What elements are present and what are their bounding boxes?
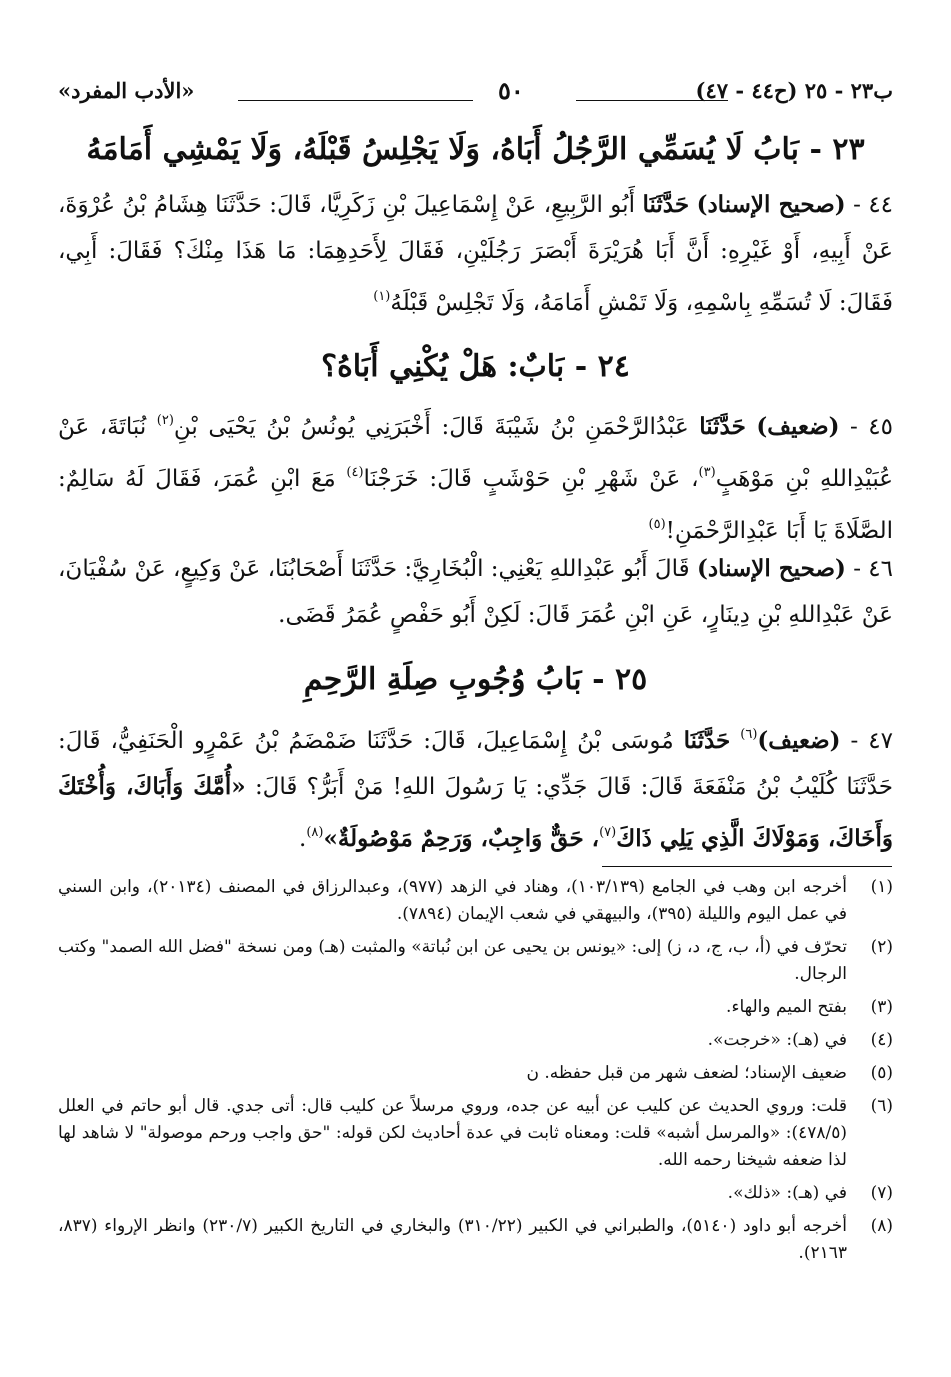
footnote-6 bbox=[58, 1093, 893, 1174]
hadith-45 bbox=[58, 398, 893, 554]
footnote-text: أخرجه ابن وهب في الجامع (١٠٣/١٣٩)، وهناد في الزهد (٩٧٧)، وعبدالرزاق في المصنف (٢٠١٣٤)، وابن السني في عمل اليوم والليلة (٣٩٥)، والبيهقي في شعب الإيمان (٧٨٩٤). bbox=[58, 877, 847, 924]
footnote-text: ضعيف الإسناد؛ لضعف شهر من قبل حفظه. ن bbox=[526, 1063, 847, 1083]
footnote-ref: (٣) bbox=[698, 465, 716, 480]
footnote-7 bbox=[58, 1180, 893, 1207]
footnote-text: في (هـ): «خرجت». bbox=[707, 1030, 847, 1050]
footnote-text: في (هـ): «ذلك». bbox=[727, 1183, 847, 1203]
prophetic-saying: ، حَقٌّ وَاجِبٌ، وَرَحِمٌ مَوْصُولَةٌ» bbox=[323, 825, 600, 852]
header-book-title: «الأدب المفرد» bbox=[58, 78, 195, 103]
chapter-23-title: ٢٣ - بَابُ لَا يُسَمِّي الرَّجُلُ أَبَاهُ، وَلَا يَجْلِسُ قَبْلَهُ، وَلَا يَمْشِي أَمَامَهُ bbox=[86, 132, 865, 167]
footnote-2 bbox=[58, 934, 893, 988]
footnote-4 bbox=[58, 1027, 893, 1054]
footnote-text: تحرّف في (أ، ب، ج، د، ز) إلى: «يونس بن يحيى عن ابن نُباتة» والمثبت (هـ) ومن نسخة "فضل الله الصمد" وكتب الرجال. bbox=[58, 937, 847, 984]
footnote-8 bbox=[58, 1213, 893, 1267]
hadith-text: عَبْدُالرَّحْمَنِ بْنُ شَيْبَةَ قَالَ: أَخْبَرَنِي يُونُسُ بْنُ يَحْيَى بْنِ bbox=[173, 414, 689, 440]
footnote-ref: (٢) bbox=[156, 413, 174, 428]
header-rule-left bbox=[238, 100, 473, 101]
hadith-text: قَالَ أَبُو عَبْدِاللهِ يَعْنِي: الْبُخَارِيَّ: حَدَّثَنَا أَصْحَابُنَا، عَنْ وَكِيعٍ، عَنْ سُفْيَانَ، عَنْ عَبْدِاللهِ بْنِ دِينَارٍ، عَنِ ابْنِ عُمَرَ قَالَ: لَكِنْ أَبُو حَفْصٍ عُمَرُ قَضَى. bbox=[58, 556, 893, 628]
header-hadith-range: ب٢٣ - ٢٥ (ح٤٤ - ٤٧) bbox=[695, 78, 893, 103]
footnote-separator bbox=[602, 866, 892, 867]
running-header bbox=[58, 78, 893, 112]
hadith-haddathana: حَدَّثَنَا bbox=[699, 413, 746, 440]
hadith-grade: (ضعيف) bbox=[757, 727, 841, 754]
footnote-text: بفتح الميم والهاء. bbox=[726, 997, 847, 1017]
hadith-text: نُبَاتَةَ، عَنْ عُبَيْدِاللهِ بْنِ مَوْهَبٍ bbox=[58, 414, 893, 492]
hadith-text: ، عَنْ شَهْرِ بْنِ حَوْشَبٍ قَالَ: خَرَجْنَا bbox=[363, 466, 699, 492]
footnote-ref: (٤) bbox=[346, 465, 364, 480]
footnote-number: (٢) bbox=[870, 937, 893, 957]
hadith-grade: (ضعيف) bbox=[756, 413, 840, 440]
hadith-text: . bbox=[299, 826, 307, 852]
footnote-number: (٧) bbox=[870, 1183, 893, 1203]
footnote-ref: (٥) bbox=[648, 517, 666, 532]
chapter-24-title: ٢٤ - بَابٌ: هَلْ يُكْنِي أَبَاهُ؟ bbox=[321, 349, 630, 384]
footnote-number: (٤) bbox=[870, 1030, 893, 1050]
hadith-text: مُوسَى بْنُ إِسْمَاعِيلَ، قَالَ: حَدَّثَنَا ضَمْضَمُ بْنُ عَمْرٍو الْحَنَفِيُّ، قَالَ: حَدَّثَنَا كُلَيْبُ بْنُ مَنْفَعَةَ قَالَ: قَالَ جَدِّي: يَا رَسُولَ اللهِ! مَنْ أَبَرُّ؟ قَالَ: bbox=[58, 728, 894, 800]
footnote-number: (٦) bbox=[870, 1096, 893, 1116]
footnote-ref: (٨) bbox=[306, 825, 324, 840]
header-rule-right bbox=[576, 100, 728, 101]
hadith-grade: (صحيح الإسناد) bbox=[696, 191, 846, 218]
footnote-ref: (٦) bbox=[740, 727, 758, 742]
hadith-text: مَعَ ابْنِ عُمَرَ، فَقَالَ لَهُ سَالِمٌ: الصَّلَاةَ يَا أَبَا عَبْدِالرَّحْمَنِ! bbox=[58, 466, 893, 544]
hadith-haddathana: حَدَّثَنَا bbox=[642, 191, 690, 218]
prophetic-saying: «أُمَّكَ وَأَبَاكَ، وَأُخْتَكَ وَأَخَاكَ، وَمَوْلَاكَ الَّذِي يَلِي ذَاكَ bbox=[58, 773, 893, 852]
footnote-text: قلت: وروي الحديث عن كليب عن أبيه عن جده، وروي مرسلاً عن كليب قال: أتى جدي. قال أبو حاتم في العلل (٤٧٨/٥): «والمرسل أشبه» قلت: ومعناه ثابت في عدة أحاديث لكن قوله: "حق واجب ورحم موصولة" لا شاهد لها لذا ضعفه شيخنا رحمه الله. bbox=[58, 1096, 847, 1170]
footnote-number: (٨) bbox=[870, 1216, 893, 1236]
footnote-1 bbox=[58, 874, 893, 928]
footnote-text: أخرجه أبو داود (٥١٤٠)، والطبراني في الكبير (٣١٠/٢٢) والبخاري في التاريخ الكبير (٢٣٠/٧) وانظر الإرواء (٨٣٧، ٢١٦٣). bbox=[58, 1216, 847, 1263]
chapter-25-title: ٢٥ - بَابُ وُجُوبِ صِلَةِ الرَّحِمِ bbox=[303, 662, 648, 697]
footnote-ref: (٧) bbox=[599, 825, 617, 840]
footnote-3 bbox=[58, 994, 893, 1021]
hadith-text: أَبُو الرَّبِيعِ، عَنْ إِسْمَاعِيلَ بْنِ زَكَرِيَّا، قَالَ: حَدَّثَنَا هِشَامُ بْنُ عُرْوَةَ، عَنْ أَبِيهِ، أَوْ غَيْرِهِ: أَنَّ أَبَا هُرَيْرَةَ أَبْصَرَ رَجُلَيْنِ، فَقَالَ لِأَحَدِهِمَا: مَا هَذَا مِنْكَ؟ فَقَالَ: أَبِي، فَقَالَ: لَا تُسَمِّهِ بِاسْمِهِ، وَلَا تَمْشِ أَمَامَهُ، وَلَا تَجْلِسْ قَبْلَهُ bbox=[58, 192, 893, 316]
hadith-number: ٤٦ - bbox=[853, 556, 894, 582]
hadith-46 bbox=[58, 546, 893, 638]
hadith-grade: (صحيح الإسناد) bbox=[696, 555, 846, 582]
hadith-47 bbox=[58, 712, 893, 862]
hadith-haddathana: حَدَّثَنَا bbox=[683, 727, 731, 754]
footnote-5 bbox=[58, 1060, 893, 1087]
hadith-number: ٤٧ - bbox=[850, 728, 893, 754]
hadith-44 bbox=[58, 182, 893, 326]
footnote-number: (٥) bbox=[870, 1063, 893, 1083]
footnotes bbox=[58, 874, 893, 1273]
footnote-number: (١) bbox=[870, 877, 893, 897]
footnote-number: (٣) bbox=[870, 997, 893, 1017]
page-number: ٥٠ bbox=[498, 76, 524, 105]
footnote-ref: (١) bbox=[373, 289, 391, 304]
hadith-number: ٤٤ - bbox=[853, 192, 894, 218]
hadith-number: ٤٥ - bbox=[850, 414, 894, 440]
